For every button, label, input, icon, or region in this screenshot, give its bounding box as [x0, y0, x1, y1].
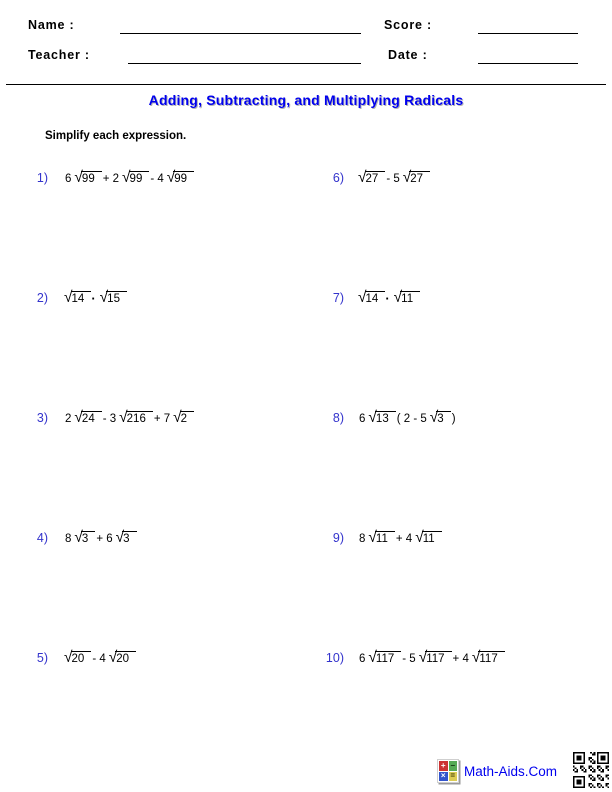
radicand: 27: [409, 171, 430, 185]
radicand: 13: [375, 411, 396, 425]
radical: [100, 291, 127, 305]
radicand: 117: [425, 651, 451, 665]
radicand: 3: [81, 531, 95, 545]
radicand: 11: [375, 531, 395, 545]
radical: [430, 411, 451, 425]
expression-text: + 7: [153, 413, 171, 425]
problem-10: [306, 651, 612, 665]
radicand: 3: [122, 531, 136, 545]
name-field-line: [120, 33, 361, 34]
logo-glyph: ×: [440, 771, 446, 781]
expression-text: ( 2 - 5: [396, 413, 427, 425]
radical-sign-icon: √: [471, 649, 481, 666]
multiplication-dot: ·: [385, 291, 390, 306]
expression-text: 6: [65, 173, 72, 185]
radical-sign-icon: √: [64, 649, 73, 666]
radical: [368, 411, 395, 425]
radical-sign-icon: √: [119, 409, 128, 426]
radicand: 20: [115, 651, 136, 665]
expression-text: 8: [65, 533, 72, 545]
radicand: 99: [129, 171, 150, 185]
problem-number: 4): [36, 531, 48, 545]
radical-sign-icon: √: [64, 289, 73, 306]
date-label: Date :: [388, 48, 428, 62]
radical: [173, 411, 194, 425]
problem-expression: [64, 171, 194, 185]
expression-text: - 4: [92, 653, 106, 665]
radical: [74, 171, 101, 185]
multiplication-dot: ·: [91, 291, 96, 306]
expression-text: - 4: [150, 173, 164, 185]
radical: [119, 411, 153, 425]
instructions-text: Simplify each expression.: [45, 130, 187, 142]
problem-expression: [358, 291, 420, 305]
problem-expression: [64, 531, 137, 545]
expression-text: + 4: [395, 533, 413, 545]
worksheet-title: Adding, Subtracting, and Multiplying Radicals: [148, 92, 464, 108]
expression-text: 2: [65, 413, 72, 425]
radical: [358, 291, 385, 305]
problem-number: 3): [36, 411, 48, 425]
expression-text: - 3: [102, 413, 117, 425]
radical-sign-icon: √: [173, 409, 182, 426]
radicand: 99: [173, 171, 194, 185]
problem-expression: [358, 651, 505, 665]
radical: [472, 651, 505, 665]
radical: [64, 291, 91, 305]
problem-number: 10): [325, 651, 344, 665]
radical-sign-icon: √: [358, 289, 367, 306]
radicand: 24: [81, 411, 102, 425]
problem-expression: [358, 531, 442, 545]
radicand: 27: [365, 171, 386, 185]
score-label: Score :: [384, 18, 432, 32]
radicand: 99: [81, 171, 102, 185]
radical: [419, 651, 452, 665]
radical: [74, 531, 95, 545]
problem-8: [306, 411, 612, 425]
radicand: 15: [106, 291, 127, 305]
problem-row: [0, 291, 612, 305]
expression-text: + 4: [452, 653, 469, 665]
problem-expression: [64, 291, 127, 305]
expression-text: 6: [359, 413, 366, 425]
radical-sign-icon: √: [74, 409, 83, 426]
radical: [122, 171, 149, 185]
radical: [368, 651, 401, 665]
problem-expression: [64, 651, 136, 665]
radical: [415, 531, 441, 545]
teacher-label: Teacher :: [28, 48, 90, 62]
problem-expression: [358, 411, 459, 425]
problem-6: [306, 171, 612, 185]
math-aids-logo-icon: [437, 759, 459, 783]
math-aids-link[interactable]: Math-Aids.Com: [464, 764, 558, 779]
problem-1: [0, 171, 306, 185]
problem-number: 8): [332, 411, 344, 425]
problem-number: 5): [36, 651, 48, 665]
expression-text: - 5: [402, 653, 416, 665]
expression-text: + 2: [102, 173, 120, 185]
date-field-line: [478, 63, 578, 64]
radical-sign-icon: √: [358, 169, 367, 186]
radical: [394, 291, 420, 305]
problem-number: 9): [332, 531, 344, 545]
problem-row: [0, 411, 612, 425]
radical-sign-icon: √: [393, 289, 403, 306]
problem-7: [306, 291, 612, 305]
radicand: 3: [436, 411, 450, 425]
radical: [74, 411, 101, 425]
radical-sign-icon: √: [368, 649, 377, 666]
radical-sign-icon: √: [429, 409, 439, 426]
problem-row: [0, 171, 612, 185]
radicand: 117: [478, 651, 504, 665]
radical-sign-icon: √: [99, 289, 109, 306]
radical: [116, 531, 137, 545]
problem-number: 1): [36, 171, 48, 185]
expression-text: - 5: [386, 173, 400, 185]
problem-number: 7): [332, 291, 344, 305]
name-label: Name :: [28, 18, 75, 32]
problem-number: 6): [332, 171, 344, 185]
score-field-line: [478, 33, 578, 34]
radical-sign-icon: √: [368, 409, 377, 426]
expression-text: 8: [359, 533, 366, 545]
radical: [403, 171, 430, 185]
radical-sign-icon: √: [166, 169, 176, 186]
problem-row: [0, 651, 612, 665]
logo-glyph: =: [450, 771, 456, 781]
problem-expression: [358, 171, 430, 185]
logo-glyph: −: [450, 760, 456, 770]
radicand: 14: [71, 291, 92, 305]
problem-row: [0, 531, 612, 545]
radical-sign-icon: √: [418, 649, 428, 666]
problem-4: [0, 531, 306, 545]
logo-glyph: +: [440, 760, 446, 770]
header-divider: [6, 84, 606, 85]
expression-text: + 6: [96, 533, 113, 545]
radical: [167, 171, 194, 185]
radical-sign-icon: √: [368, 529, 377, 546]
problem-2: [0, 291, 306, 305]
radical-sign-icon: √: [74, 529, 83, 546]
expression-text: ): [451, 413, 456, 425]
problem-5: [0, 651, 306, 665]
radical-sign-icon: √: [74, 169, 83, 186]
radicand: 117: [375, 651, 401, 665]
radicand: 11: [422, 531, 442, 545]
problem-9: [306, 531, 612, 545]
problem-number: 2): [36, 291, 48, 305]
radical: [64, 651, 91, 665]
radicand: 2: [180, 411, 194, 425]
teacher-field-line: [128, 63, 361, 64]
radicand: 11: [400, 291, 420, 305]
radical-sign-icon: √: [108, 649, 118, 666]
radicand: 216: [126, 411, 153, 425]
radical-sign-icon: √: [415, 529, 424, 546]
problem-expression: [64, 411, 194, 425]
radical-sign-icon: √: [115, 529, 125, 546]
radical: [358, 171, 385, 185]
radical: [368, 531, 394, 545]
radical: [109, 651, 136, 665]
qr-code: [573, 752, 609, 788]
problem-3: [0, 411, 306, 425]
radical-sign-icon: √: [402, 169, 412, 186]
radicand: 14: [365, 291, 386, 305]
radicand: 20: [71, 651, 92, 665]
radical-sign-icon: √: [122, 169, 131, 186]
expression-text: 6: [359, 653, 366, 665]
